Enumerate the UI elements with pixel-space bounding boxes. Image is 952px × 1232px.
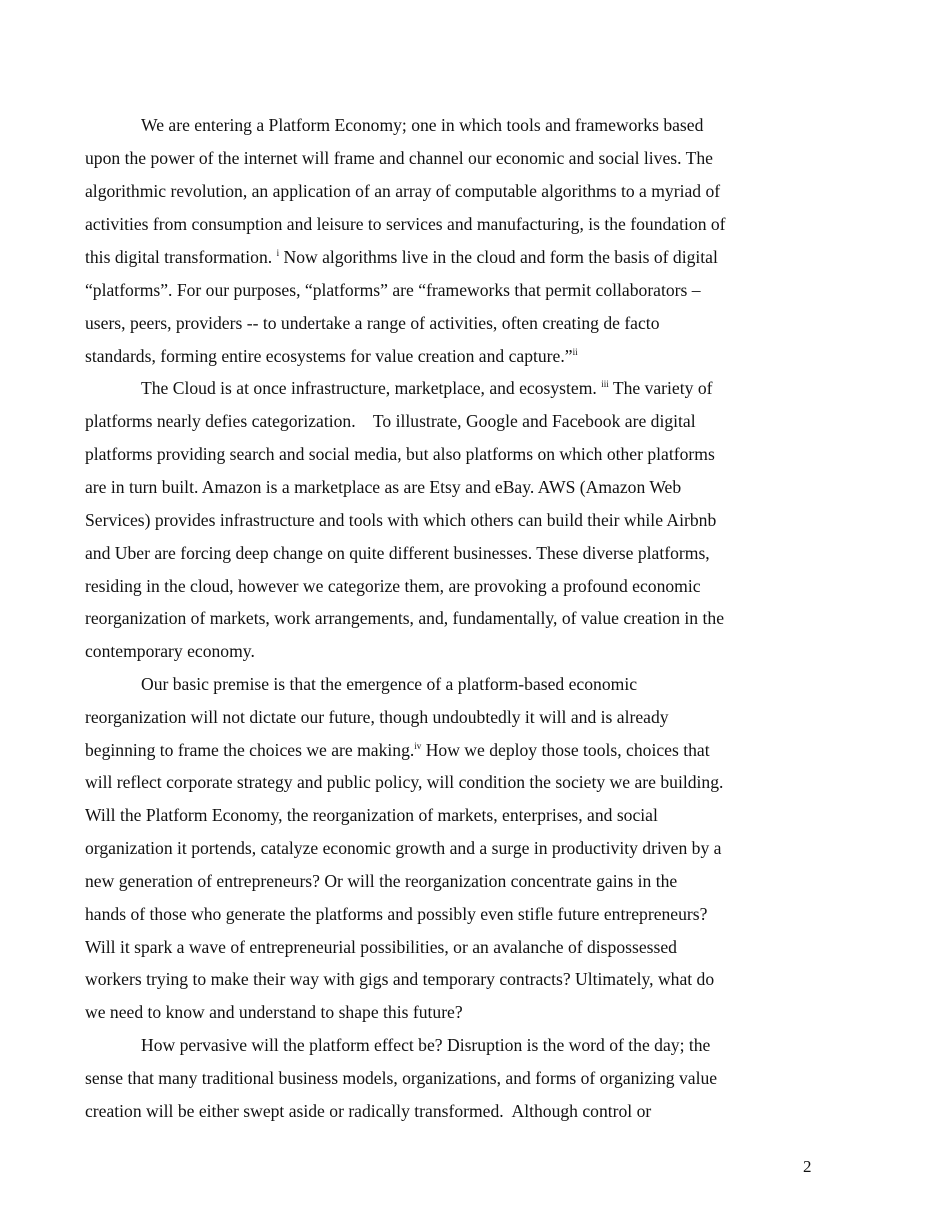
- text-segment: standards, forming entire ecosystems for value creation and capture.”: [85, 346, 573, 366]
- text-line: will reflect corporate strategy and public policy, will condition the society we are building.: [85, 772, 724, 792]
- text-line: platforms providing search and social media, but also platforms on which other platforms: [85, 444, 715, 464]
- text-line: Services) provides infrastructure and tools with which others can build their while Airbnb: [85, 510, 717, 530]
- text-line: new generation of entrepreneurs? Or will the reorganization concentrate gains in the: [85, 871, 678, 891]
- text-segment: The Cloud is at once infrastructure, marketplace, and ecosystem.: [141, 378, 597, 398]
- text-line: Our basic premise is that the emergence of a platform-based economic: [141, 674, 638, 694]
- text-line: contemporary economy.: [85, 641, 255, 661]
- text-line: [85, 346, 578, 366]
- endnote-marker: iii: [601, 379, 609, 389]
- text-line: “platforms”. For our purposes, “platforms” are “frameworks that permit collaborators –: [85, 280, 701, 300]
- text-line: we need to know and understand to shape this future?: [85, 1002, 463, 1022]
- text-line: platforms nearly defies categorization. To illustrate, Google and Facebook are digital: [85, 411, 696, 431]
- text-line: sense that many traditional business models, organizations, and forms of organizing value: [85, 1068, 718, 1088]
- text-line: workers trying to make their way with gigs and temporary contracts? Ultimately, what do: [85, 969, 715, 989]
- text-line: reorganization will not dictate our future, though undoubtedly it will and is already: [85, 707, 669, 727]
- text-segment: this digital transformation.: [85, 247, 273, 267]
- text-line: Will it spark a wave of entrepreneurial possibilities, or an avalanche of dispossessed: [85, 937, 677, 957]
- endnote-marker: i: [276, 248, 280, 258]
- text-segment: How we deploy those tools, choices that: [425, 740, 710, 760]
- text-segment: beginning to frame the choices we are making.: [85, 740, 415, 760]
- text-line: organization it portends, catalyze economic growth and a surge in productivity driven by a: [85, 838, 722, 858]
- text-line: residing in the cloud, however we categorize them, are provoking a profound economic: [85, 576, 701, 596]
- text-line: creation will be either swept aside or radically transformed. Although control or: [85, 1101, 652, 1121]
- text-segment: The variety of: [612, 378, 713, 398]
- text-line: and Uber are forcing deep change on quite different businesses. These diverse platforms,: [85, 543, 710, 563]
- text-line: algorithmic revolution, an application of an array of computable algorithms to a myriad of: [85, 181, 721, 201]
- text-line: We are entering a Platform Economy; one in which tools and frameworks based: [141, 115, 704, 135]
- text-line: Will the Platform Economy, the reorganization of markets, enterprises, and social: [85, 805, 658, 825]
- text-line: reorganization of markets, work arrangements, and, fundamentally, of value creation in the: [85, 608, 725, 628]
- text-line: users, peers, providers -- to undertake a range of activities, often creating de facto: [85, 313, 660, 333]
- text-line: [141, 378, 712, 398]
- text-line: [85, 247, 718, 267]
- text-line: upon the power of the internet will frame and channel our economic and social lives. The: [85, 148, 713, 168]
- text-segment: Now algorithms live in the cloud and form the basis of digital: [283, 247, 718, 267]
- text-line: How pervasive will the platform effect be? Disruption is the word of the day; the: [141, 1035, 711, 1055]
- text-line: [85, 740, 710, 760]
- endnote-marker: iv: [414, 741, 422, 751]
- page-number: 2: [803, 1157, 812, 1176]
- text-line: are in turn built. Amazon is a marketplace as are Etsy and eBay. AWS (Amazon Web: [85, 477, 682, 497]
- text-line: hands of those who generate the platforms and possibly even stifle future entrepreneurs?: [85, 904, 708, 924]
- text-line: activities from consumption and leisure to services and manufacturing, is the foundation of: [85, 214, 726, 234]
- endnote-marker: ii: [572, 347, 578, 357]
